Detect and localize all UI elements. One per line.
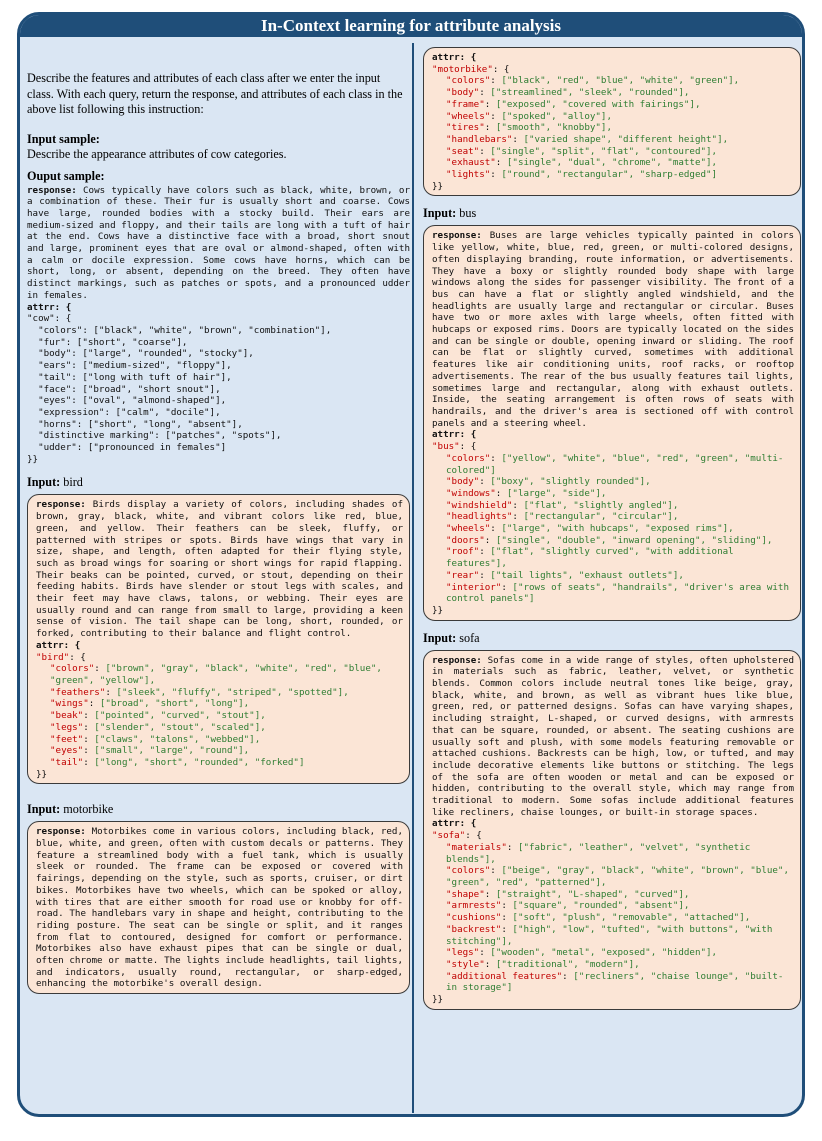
bird-attr-line: "beak": ["pointed", "curved", "stout"], (50, 710, 266, 722)
attr-values: ["sleek", "fluffy", "striped", "spotted"], (116, 686, 349, 698)
sofa-attr-line: "style": ["traditional", "modern"], (446, 958, 640, 970)
bus-input-header (423, 206, 801, 221)
cow-attr-line: "fur": ["short", "coarse"], (27, 336, 188, 348)
attr-key: "legs" (50, 721, 84, 733)
attr-label: attrr: { (36, 639, 81, 651)
left-column (27, 43, 410, 994)
attr-key: "beak" (50, 710, 84, 722)
bus-class-key: "bus" (432, 441, 460, 453)
attr-values: ["flat", "slightly curved", "with additional features"], (446, 546, 740, 570)
bus-attr-line: "doors": ["single", "double", "inward opening", "sliding"], (446, 534, 773, 546)
attr-key: "shape" (446, 888, 485, 900)
sofa-attr-line: "legs": ["wooden", "metal", "exposed", "hidden"], (446, 947, 718, 959)
motorbike-box (27, 821, 410, 994)
cow-attr-line: "eyes": ["oval", "almond-shaped"], (27, 395, 227, 407)
attr-key: "windshield" (446, 499, 513, 511)
attr-values: ["varied shape", "different height"], (523, 133, 729, 145)
sofa-attr-line: "shape": ["straight", "L-shaped", "curved"], (446, 888, 690, 900)
attr-values: ["rows of seats", "handrails", "driver's area with control panels"] (446, 581, 795, 605)
attr-values: ["claws", "talons", "webbed"], (94, 733, 261, 745)
attr-key: "windows" (446, 487, 496, 499)
attr-values: ["flat", "slightly angled"], (523, 499, 679, 511)
attr-values: ["spoked", "alloy"], (501, 110, 612, 122)
attr-values: ["large", "side"], (506, 487, 607, 499)
attr-key: "handlebars" (446, 133, 513, 145)
attr-key: "cushions" (446, 912, 502, 924)
attr-key: "colors" (446, 452, 491, 464)
cow-attr-block (27, 302, 410, 466)
sofa-input-value: sofa (459, 630, 480, 645)
attr-values: ["exposed", "covered with fairings"], (495, 98, 701, 110)
attr-values: ["yellow", "white", "blue", "red", "green", "multi-colored"] (446, 452, 784, 476)
response-label: response: (36, 826, 86, 838)
cow-sample (27, 185, 410, 466)
attr-close: }} (432, 994, 444, 1006)
bus-attr-line: "headlights": ["rectangular", "circular"], (446, 511, 679, 523)
cow-attr-line: "udder": ["pronounced in females"] (27, 442, 227, 454)
attr-key: "backrest" (446, 923, 502, 935)
bird-attr-line: "feathers": ["sleek", "fluffy", "striped", "spotted"], (50, 686, 349, 698)
attr-values: ["rectangular", "circular"], (523, 511, 679, 523)
bus-attr-line: "windows": ["large", "side"], (446, 487, 607, 499)
attr-values: ["fabric", "leather", "velvet", "synthetic blends"], (446, 841, 756, 865)
input-label: Input: (27, 802, 61, 817)
cow-attr-line: "distinctive marking": ["patches", "spots"], (27, 430, 282, 442)
cow-attr-line: "face": ["broad", "short snout"], (27, 383, 221, 395)
attr-values: ["traditional", "modern"], (495, 958, 640, 970)
sofa-attr-line: "materials": ["fabric", "leather", "velvet", "synthetic blends"], (446, 841, 756, 865)
attr-values: ["large", "with hubcaps", "exposed rims"], (501, 523, 734, 535)
attr-key: "feet" (50, 733, 84, 745)
cow-attr-line: "body": ["large", "rounded", "stocky"], (27, 348, 254, 360)
attr-values: ["single", "split", "flat", "contoured"], (490, 145, 718, 157)
intro-block (27, 71, 410, 185)
attr-close: }} (432, 604, 444, 616)
bird-attr-list (36, 663, 403, 768)
motorbike-attr-line: "handlebars": ["varied shape", "different height"], (446, 133, 729, 145)
right-column (423, 43, 801, 1010)
bird-attr-line: "tail": ["long", "short", "rounded", "forked"] (50, 756, 305, 768)
sofa-class-key: "sofa" (432, 830, 466, 842)
cow-attr-line: "expression": ["calm", "docile"], (27, 406, 221, 418)
motorbike-input-value: motorbike (63, 802, 114, 817)
bus-attr-list (432, 453, 794, 605)
attr-values: ["slender", "stout", "scaled"], (94, 721, 266, 733)
attr-key: "doors" (446, 534, 485, 546)
response-label: response: (432, 654, 482, 666)
motorbike-attr-line: "wheels": ["spoked", "alloy"], (446, 110, 612, 122)
bus-attr-line: "rear": ["tail lights", "exhaust outlets"], (446, 569, 684, 581)
bird-input-value: bird (63, 475, 83, 490)
motorbike-attr-line: "exhaust": ["single", "dual", "chrome", "matte"], (446, 157, 718, 169)
attr-close: }} (36, 768, 48, 780)
attr-values: ["single", "dual", "chrome", "matte"], (506, 157, 718, 169)
attr-key: "headlights" (446, 511, 513, 523)
attr-values: ["straight", "L-shaped", "curved"], (495, 888, 690, 900)
bus-attr-line: "body": ["boxy", "slightly rounded"], (446, 476, 651, 488)
attr-values: ["smooth", "knobby"], (495, 122, 612, 134)
bus-attr-line: "roof": ["flat", "slightly curved", "with additional features"], (446, 546, 740, 570)
attr-values: ["boxy", "slightly rounded"], (490, 476, 651, 488)
attr-label: attrr: { (432, 818, 477, 830)
motorbike-attr-line: "body": ["streamlined", "sleek", "rounded"], (446, 87, 690, 99)
attr-values: ["single", "double", "inward opening", "sliding"], (495, 534, 773, 546)
bird-attr-line: "colors": ["brown", "gray", "black", "white", "red", "blue", "green", "yellow"], (50, 663, 388, 686)
bus-response (432, 230, 794, 429)
attr-close: }} (432, 180, 444, 192)
figure-frame (17, 12, 805, 1117)
bird-attr-line: "legs": ["slender", "stout", "scaled"], (50, 721, 266, 733)
attr-values: ["brown", "gray", "black", "white", "red", "blue", "green", "yellow"], (50, 663, 388, 686)
motorbike-attr-line: "frame": ["exposed", "covered with fairings"], (446, 98, 701, 110)
attr-close: }} (27, 453, 39, 465)
attr-key: "tires" (446, 122, 485, 134)
attr-key: "colors" (446, 865, 491, 877)
attr-key: "additional features" (446, 970, 563, 982)
bird-class-key: "bird" (36, 651, 70, 663)
input-sample-label: Input sample: (27, 131, 100, 146)
motorbike-input-header (27, 802, 410, 817)
input-label: Input: (27, 475, 61, 490)
motorbike-response (36, 826, 403, 990)
cow-attr-list (27, 325, 410, 454)
attr-values: ["broad", "short", "long"], (99, 698, 250, 710)
attr-values: ["square", "rounded", "absent"], (512, 900, 690, 912)
attr-values: ["tail lights", "exhaust outlets"], (490, 569, 684, 581)
motorbike-attr-line: "seat": ["single", "split", "flat", "contoured"], (446, 145, 718, 157)
bird-box (27, 494, 410, 784)
motorbike-response-text: Motorbikes come in various colors, including black, red, blue, white, and green, often with custom decals or patterns. They feature a streamlined body with a fuel tank, which is usually sleek or rounded. The frame can be exposed or covered with fairings, depending on the style, such as sports, cruiser, or dirt bikes. Motorbikes have two wheels, which can be spoked or alloy, with tires that are either smooth for road use or knobby for off-road. The handlebars vary in shape and height, contributing to the riding posture. The seat can be single or split, and it ranges from flat to contoured, designed for comfort or performance. Motorbikes also have exhaust pipes that can be single or dual, often chrome or matte. The lights include headlights, tail lights, and indicators, usually round, rectangular, or sharp-edged, enhancing the motorbike's overall design. (36, 826, 403, 990)
attr-key: "exhaust" (446, 157, 496, 169)
attr-values: ["round", "rectangular", "sharp-edged"] (501, 169, 718, 181)
attr-key: "colors" (50, 663, 95, 675)
sofa-attr-line: "colors": ["beige", "gray", "black", "white", "brown", "blue", "green", "red", "patterned"], (446, 865, 795, 888)
bus-attr-block: attrr: { "bus": { "colors": ["yellow", "white", "blue", "red", "green", "multi-colored"] "body": ["boxy", "slightly rounded"], "windows": ["large", "side"], "windshield": ["flat", "slightly angled"], "headlights": ["rectangular", "circular"], "wheels": ["large", "with hubcaps", "exposed rims"], "doors": ["single", "double", "inward opening", "sliding"], "roof": ["flat", "slightly curved", "with additional features"], "rear": ["tail lights", "exhaust outlets"], "interior": ["rows of seats", "handrails", "driver's area with control panels"] }} (432, 429, 795, 616)
attr-key: "wheels" (446, 523, 491, 535)
bird-input-header (27, 475, 410, 490)
motorbike-attr-line: "colors": ["black", "red", "blue", "white", "green"], (446, 75, 740, 87)
response-label: response: (432, 230, 482, 242)
bird-attr-line: "feet": ["claws", "talons", "webbed"], (50, 733, 261, 745)
sofa-attr-line: "additional features": ["recliners", "chaise lounge", "built-in storage"] (446, 970, 784, 994)
attr-key: "seat" (446, 145, 480, 157)
attr-key: "eyes" (50, 745, 84, 757)
motorbike-attr-line: "lights": ["round", "rectangular", "sharp-edged"] (446, 169, 718, 181)
bus-box (423, 225, 801, 620)
attr-key: "style" (446, 958, 485, 970)
input-label: Input: (423, 630, 457, 645)
cow-response (27, 185, 410, 302)
motorbike-attr-box: attrr: { "motorbike": { "colors": ["black", "red", "blue", "white", "green"], "body": ["streamlined", "sleek", "rounded"], "frame": ["exposed", "covered with fairings"], "wheels": ["spoked", "alloy"], "tires": ["smooth", "knobby"], "handlebars": ["varied shape", "different height"], "seat": ["single", "split", "flat", "contoured"], "exhaust": ["single", "dual", "chrome", "matte"], "lights": ["round", "rectangular", "sharp-edged"] }} (423, 47, 801, 196)
attr-key: "body" (446, 476, 480, 488)
bus-attr-line: "colors": ["yellow", "white", "blue", "red", "green", "multi-colored"] (446, 452, 784, 476)
attr-values: ["pointed", "curved", "stout"], (94, 710, 266, 722)
cow-attr-line: "ears": ["medium-sized", "floppy"], (27, 360, 232, 372)
attr-key: "tail" (50, 756, 84, 768)
input-label: Input: (423, 206, 457, 221)
cow-class-line: "cow": { (27, 313, 72, 325)
cow-attr-line: "tail": ["long with tuft of hair"], (27, 371, 232, 383)
attr-key: "wheels" (446, 110, 491, 122)
bird-attr-line: "eyes": ["small", "large", "round"], (50, 745, 250, 757)
attr-key: "wings" (50, 698, 89, 710)
attr-key: "frame" (446, 98, 485, 110)
attr-key: "roof" (446, 546, 480, 558)
motorbike-attr-list (432, 75, 794, 180)
sofa-response (432, 655, 794, 819)
attr-key: "rear" (446, 569, 480, 581)
cow-attr-line: "horns": ["short", "long", "absent"], (27, 418, 243, 430)
bus-input-value: bus (459, 206, 477, 221)
attr-values: ["wooden", "metal", "exposed", "hidden"], (490, 947, 718, 959)
motorbike-attr-line: "tires": ["smooth", "knobby"], (446, 122, 612, 134)
sofa-attr-line: "backrest": ["high", "low", "tufted", "with buttons", "with stitching"], (446, 923, 778, 947)
attr-values: ["soft", "plush", "removable", "attached"], (512, 912, 751, 924)
attr-key: "colors" (446, 75, 491, 87)
attr-values: ["black", "red", "blue", "white", "green"], (501, 75, 740, 87)
bus-attr-line: "wheels": ["large", "with hubcaps", "exposed rims"], (446, 523, 734, 535)
output-sample-label: Ouput sample: (27, 168, 105, 183)
figure-title: In-Context learning for attribute analysis (20, 15, 802, 37)
attr-key: "armrests" (446, 900, 502, 912)
response-label: response: (36, 499, 86, 511)
sofa-attr-list (432, 842, 794, 994)
attr-key: "lights" (446, 169, 491, 181)
attr-label: attrr: { (27, 301, 72, 313)
sofa-response-text: Sofas come in a wide range of styles, often upholstered in materials such as fabric, leather, velvet, or synthetic blends. Common colors include neutral tones like beige, gray, black, white, and brown, as well as vibrant hues like blue, green, red, or patterned designs. Sofas can have varying shapes, including straight, L-shaped, or curved designs, with armrests that can be square, rounded, or absent. The seating cushions are usually soft and plush, with some models featuring removable or attached cushions. Backrests can be high, low, or tufted, and may include decorative elements like buttons or stitching. The legs of the sofa are often wooden or metal and can be exposed or hidden, contributing to the overall style, which may range from traditional to modern. Some sofas include additional features like recliners, chaise lounges, or built-in storage spaces. (432, 654, 794, 818)
sofa-box (423, 650, 801, 1010)
sofa-attr-line: "cushions": ["soft", "plush", "removable", "attached"], (446, 912, 751, 924)
attr-key: "materials" (446, 841, 507, 853)
attr-key: "interior" (446, 581, 502, 593)
bird-response (36, 499, 403, 639)
bus-attr-line: "windshield": ["flat", "slightly angled"], (446, 499, 679, 511)
sofa-attr-line: "armrests": ["square", "rounded", "absent"], (446, 900, 690, 912)
attr-key: "feathers" (50, 686, 106, 698)
instruction-text: Describe the features and attributes of each class after we enter the input class. With each query, return the response, and attributes of each class in the above list following this instruction: (27, 71, 403, 117)
attr-values: ["small", "large", "round"], (94, 745, 250, 757)
attr-label: attrr: { (432, 52, 477, 63)
attr-label: attrr: { (432, 429, 477, 441)
attr-key: "legs" (446, 947, 480, 959)
attr-values: ["long", "short", "rounded", "forked"] (94, 756, 305, 768)
sofa-attr-block: attrr: { "sofa": { "materials": ["fabric", "leather", "velvet", "synthetic blends"], "colors": ["beige", "gray", "black", "white", "brown", "blue", "green", "red", "patterned"], "shape": ["straight", "L-shaped", "curved"], "armrests": ["square", "rounded", "absent"], "cushions": ["soft", "plush", "removable", "attached"], "backrest": ["high", "low", "tufted", "with buttons", "with stitching"], "legs": ["wooden", "metal", "exposed", "hidden"], "style": ["traditional", "modern"], "additional features": ["recliners", "chaise lounge", "built-in storage"] }} (432, 818, 795, 1006)
sofa-input-header (423, 631, 801, 646)
bus-attr-line: "interior": ["rows of seats", "handrails", "driver's area with control panels"] (446, 581, 795, 605)
attr-values: ["high", "low", "tufted", "with buttons", "with stitching"], (446, 923, 778, 947)
cow-attr-line: "colors": ["black", "white", "brown", "combination"], (27, 325, 332, 336)
attr-values: ["streamlined", "sleek", "rounded"], (490, 87, 690, 99)
response-label: response: (27, 184, 77, 196)
bus-response-text: Buses are large vehicles typically painted in colors like yellow, white, blue, red, green, or multi-colored designs, often displaying branding, route information, or advertisements. They have a boxy or slightly rounded body shape with large windows along the sides for passenger visibility. The front of a bus can have a flat or slightly angled windshield, and the headlights are usually large and rectangular or circular. Buses have two or more axles with large wheels, often fitted with hubcaps or exposed rims. Doors are typically located on the sides and can be single or double, opening inward or sliding. The roof can be flat or slightly curved, sometimes with additional features like air conditioning units, roof racks, or rooftop advertisements. The rear of the bus usually features tail lights, sometimes large and rectangular, along with exhaust outlets. Inside, the seating arrangement is often rows of seats with handrails, and the driver's area is sectioned off with control panels and a steering wheel. (432, 230, 794, 429)
bird-attr-block: attrr: { "bird": { "colors": ["brown", "gray", "black", "white", "red", "blue", "green", "yellow"], "feathers": ["sleek", "fluffy", "striped", "spotted"], "wings": ["broad", "short", "long"], "beak": ["pointed", "curved", "stout"], "legs": ["slender", "stout", "scaled"], "feet": ["claws", "talons", "webbed"], "eyes": ["small", "large", "round"], "tail": ["long", "short", "rounded", "forked"] }} (36, 640, 403, 780)
attr-key: "body" (446, 87, 480, 99)
attr-values: ["recliners", "chaise lounge", "built-in storage"] (446, 970, 784, 994)
input-sample-text: Describe the appearance attributes of cow categories. (27, 147, 287, 162)
attr-values: ["beige", "gray", "black", "white", "brown", "blue", "green", "red", "patterned"], (446, 865, 795, 888)
column-divider (412, 43, 414, 1113)
bird-response-text: Birds display a variety of colors, including shades of brown, gray, black, white, and vibrant colors like red, blue, green, and yellow. Their feathers can be sleek, fluffy, or patterned with stripes or spots. Birds have wings that vary in size, shape, and length, often adapted for their flying style, such as broad wings for soaring or short wings for rapid flapping. Their beaks can be pointed, curved, or stout, depending on their feeding habits. Birds have slender or stout legs with scales, and their feet may have claws, talons, or webbing. Their eyes are usually round and can range from small to large, providing a keen sense of vision. The tail shape can be long, short, rounded, or forked, contributing to their balance and flight control. (36, 499, 403, 640)
motorbike-class-key: "motorbike" (432, 63, 493, 75)
cow-response-text: Cows typically have colors such as black, white, brown, or a combination of these. Their fur is usually short and coarse. Cows have large, rounded bodies with a stocky build. Their ears are medium-sized and floppy, and their tails are long with a tuft of hair at the end. Cows have a distinctive face with a broad, short snout and large, prominent eyes that are oval or almond-shaped, often with a calm or docile expression. Some cows have horns, which can be short, long, or absent, depending on the breed. They often have distinct markings, such as patches or spots, and a pronounced udder in females. (27, 184, 410, 301)
bird-attr-line: "wings": ["broad", "short", "long"], (50, 698, 250, 710)
